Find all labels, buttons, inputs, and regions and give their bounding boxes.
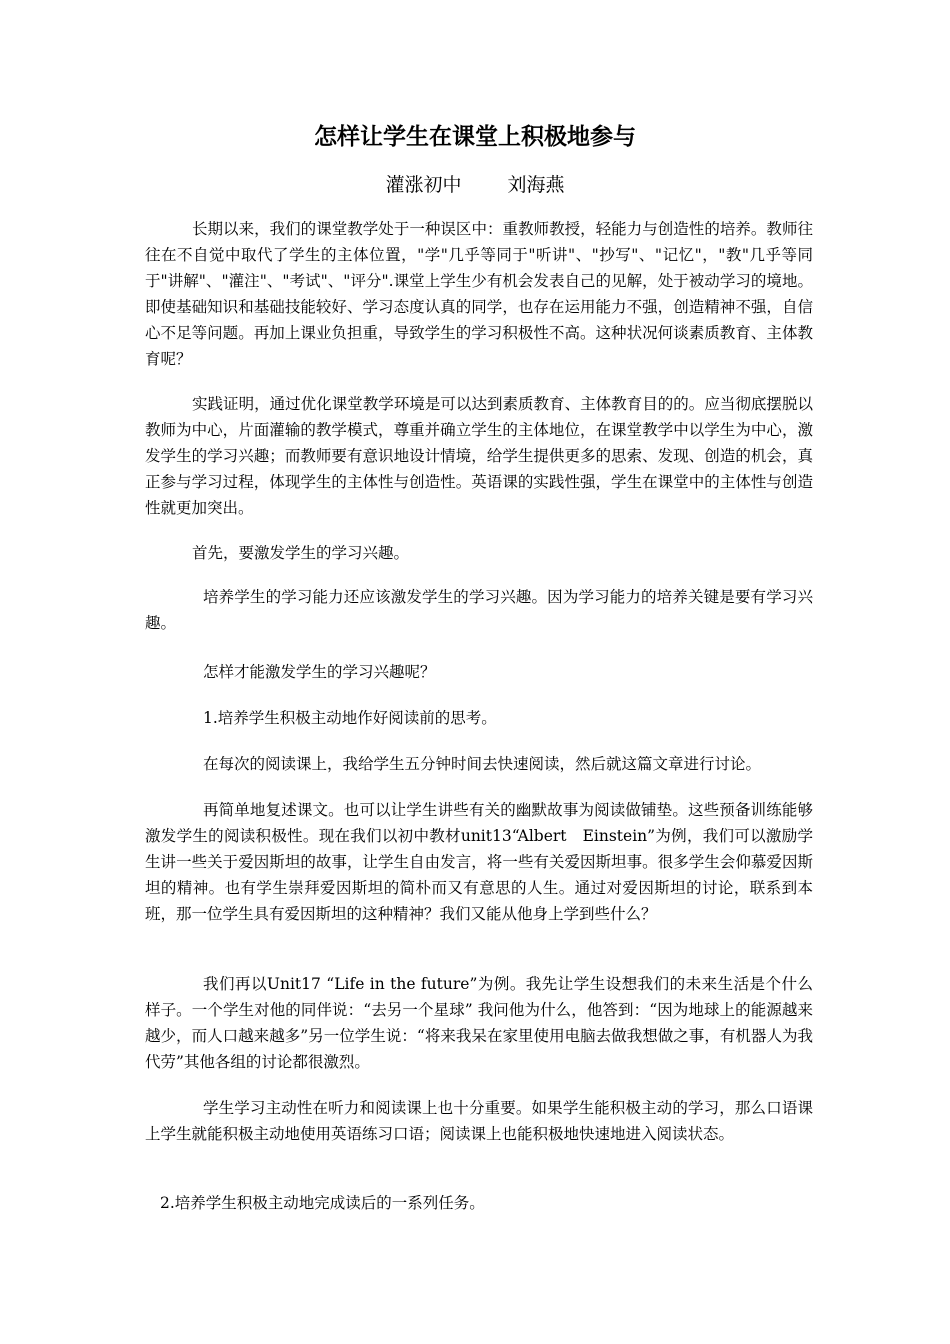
author-name: 刘海燕 — [507, 174, 565, 196]
paragraph-question: 怎样才能激发学生的学习兴趣呢？ — [203, 663, 436, 681]
paragraph-intro: 长期以来，我们的课堂教学处于一种误区中：重教师教授，轻能力与创造性的培养。教师往往在不自觉中取代了学生的主体位置，"学"几乎等同于"听讲"、"抄写"、"记忆"，"教"几乎等同于"讲解"、"灌注"、"考试"、"评分".课堂上学生少有机会发表自己的见解，处于被动学习的境地。即使基础知识和基础技能较好、学习态度认真的同学，也存在运用能力不强，创造精神不强，自信心不足等问题。再加上课业负担重，导致学生的学习积极性不高。这种状况何谈素质教育、主体教育呢？ — [145, 220, 813, 368]
byline — [0, 170, 950, 200]
school-name: 灌涨初中 — [385, 174, 462, 196]
paragraph-point-1: 1.培养学生积极主动地作好阅读前的思考。 — [203, 709, 497, 727]
paragraph-future: 我们再以Unit17 “Life in the future”为例。我先让学生设想我们的未来生活是个什么样子。一个学生对他的同伴说：“去另一个星球” 我问他为什么，他答到：“因为地球上的能源越来越少，而人口越来越多”另一位学生说：“将来我呆在家里使用电脑去做我想做之事，有机器人为我代劳”其他各组的讨论都很激烈。 — [145, 975, 813, 1071]
paragraph-interest: 培养学生的学习能力还应该激发学生的学习兴趣。因为学习能力的培养关键是要有学习兴趣。 — [145, 588, 813, 632]
paragraph-point-2: 2.培养学生积极主动地完成读后的一系列任务。 — [160, 1194, 485, 1212]
paragraph-practice: 实践证明，通过优化课堂教学环境是可以达到素质教育、主体教育目的的。应当彻底摆脱以教师为中心，片面灌输的教学模式，尊重并确立学生的主体地位，在课堂教学中以学生为中心，激发学生的学习兴趣；而教师要有意识地设计情境，给学生提供更多的思索、发现、创造的机会，真正参与学习过程，体现学生的主体性与创造性。英语课的实践性强，学生在课堂中的主体性与创造性就更加突出。 — [145, 395, 813, 517]
paragraph-heading-first: 首先，要激发学生的学习兴趣。 — [192, 544, 410, 562]
paragraph-initiative: 学生学习主动性在听力和阅读课上也十分重要。如果学生能积极主动的学习，那么口语课上学生就能积极主动地使用英语练习口语；阅读课上也能积极地快速地进入阅读状态。 — [145, 1099, 813, 1143]
document-title: 怎样让学生在课堂上积极地参与 — [314, 123, 636, 150]
paragraph-reading-class: 在每次的阅读课上，我给学生五分钟时间去快速阅读，然后就这篇文章进行讨论。 — [203, 755, 762, 773]
paragraph-einstein: 再简单地复述课文。也可以让学生讲些有关的幽默故事为阅读做铺垫。这些预备训练能够激发学生的阅读积极性。现在我们以初中教材unit13“Albert Einstein”为例，我们可以激励学生讲一些关于爱因斯坦的故事，让学生自由发言，将一些有关爱因斯坦事。很多学生会仰慕爱因斯坦的精神。也有学生崇拜爱因斯坦的简朴而又有意思的人生。通过对爱因斯坦的讨论，联系到本班，那一位学生具有爱因斯坦的这种精神？我们又能从他身上学到些什么？ — [145, 801, 813, 923]
